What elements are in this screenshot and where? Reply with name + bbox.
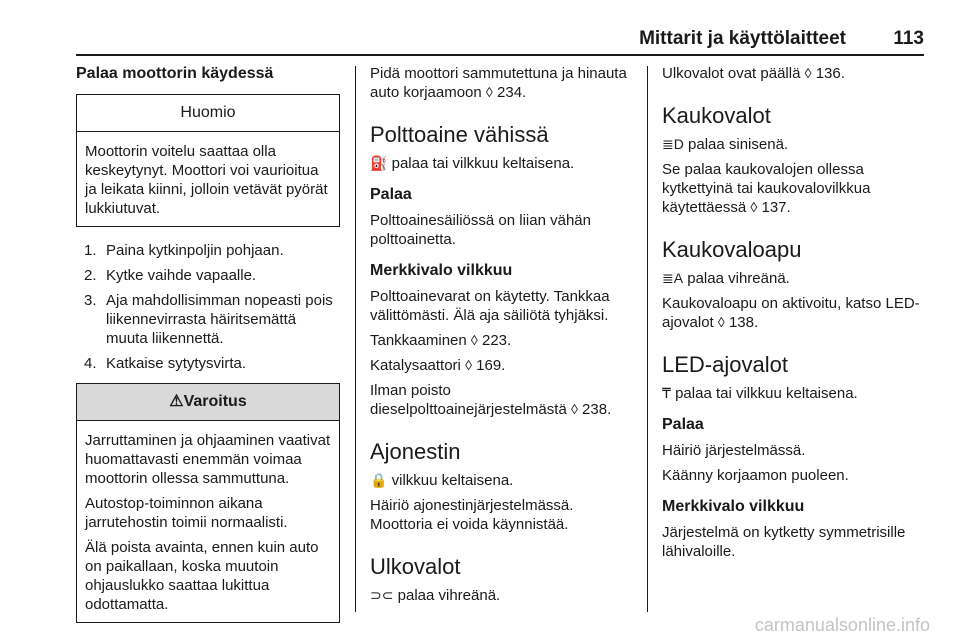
page-ref[interactable]: 137.	[761, 199, 791, 216]
column-3: Ulkovalot ovat päällä ◊ 136. Kaukovalot ≣D palaa sinisenä. Se palaa kaukovalojen ollessa kytkettyinä tai kaukovalovilkkua käytettäessä ◊ 137. Kaukovaloapu ≣A palaa vihreänä. Kaukovaloapu on aktivoitu, katso LED-ajovalot ◊ 138. LED-ajovalot ₸ palaa tai vilkkuu keltaisena. Palaa Häiriö järjestelmässä. Käänny korjaamon puoleen. Merkkivalo vilkkuu Järjestelmä on kytketty symmetrisille lähivaloille.	[662, 64, 930, 561]
warning-box	[76, 383, 340, 623]
page-ref-icon: ◊	[470, 332, 478, 348]
warning-title: Varoitus	[183, 393, 247, 410]
exterior-lights-heading: Ulkovalot	[370, 554, 461, 579]
watermark: carmanualsonline.info	[754, 615, 930, 635]
high-beam-icon: ≣D	[662, 136, 684, 152]
warning-text: Autostop-toiminnon aikana jarrutehostin toimii normaalisti.	[85, 495, 288, 531]
subheading-on: Palaa	[370, 186, 412, 203]
page-ref-icon: ◊	[570, 401, 578, 417]
lock-icon: 🔒	[370, 472, 388, 488]
fuel-heading: Polttoaine vähissä	[370, 122, 549, 147]
side-lights-icon: ⊃⊂	[370, 587, 394, 603]
page-ref-icon: ◊	[717, 314, 725, 330]
high-beam-assist-heading: Kaukovaloapu	[662, 237, 802, 262]
page-ref[interactable]: 234.	[497, 84, 527, 101]
page-ref[interactable]: 223.	[482, 332, 512, 349]
fuel-pump-icon: ⛽	[370, 155, 388, 171]
column-divider-1	[355, 66, 356, 612]
high-beam-assist-icon: ≣A	[662, 270, 684, 286]
page-ref-icon: ◊	[485, 84, 493, 100]
tow-text: Pidä moottori sammutettuna ja hinauta auto korjaamoon ◊ 234.	[370, 65, 627, 101]
steps-list	[76, 241, 340, 373]
page-ref[interactable]: 169.	[476, 357, 506, 374]
high-beam-heading: Kaukovalot	[662, 103, 771, 128]
note-title: Huomio	[77, 95, 339, 132]
immobiliser-heading: Ajonestin	[370, 439, 461, 464]
page-ref[interactable]: 138.	[728, 314, 759, 331]
chapter-title: Mittarit ja käyttölaitteet	[639, 28, 846, 49]
note-text: Moottorin voitelu saattaa olla keskeytynyt. Moottori voi vaurioitua ja leikata kiinni, jolloin vetävät pyörät lukkiutuvat.	[85, 143, 328, 217]
list-item: 1. Paina kytkinpoljin pohjaan.	[84, 242, 284, 259]
page-ref[interactable]: 136.	[815, 65, 845, 82]
subheading-blink: Merkkivalo vilkkuu	[370, 262, 513, 279]
page-header	[76, 26, 924, 56]
list-item: 3. Aja mahdollisimman nopeasti pois liikennevirrasta häiritsemättä muuta liikennettä.	[84, 292, 333, 347]
led-heading: LED-ajovalot	[662, 352, 788, 377]
column-divider-2	[647, 66, 648, 612]
note-box	[76, 94, 340, 227]
led-headlight-icon: ₸	[662, 385, 671, 401]
column-2: Pidä moottori sammutettuna ja hinauta auto korjaamoon ◊ 234. Polttoaine vähissä ⛽ palaa tai vilkkuu keltaisena. Palaa Polttoainesäiliössä on liian vähän polttoainetta. Merkkivalo vilkkuu Polttoainevarat on käytetty. Tankkaa välittömästi. Älä aja säiliötä tyhjäksi. Tankkaaminen ◊ 223. Katalysaattori ◊ 169. Ilman poisto dieselpolttoainejärjestelmästä ◊ 238. Ajonestin 🔒 vilkkuu keltaisena. Häiriö ajonestinjärjestelmässä. Moottoria ei voida käynnistää. Ulkovalot ⊃⊂ palaa vihreänä.	[370, 64, 632, 605]
list-item: 2. Kytke vaihde vapaalle.	[84, 267, 257, 284]
page-ref-icon: ◊	[750, 199, 758, 215]
page-ref-icon: ◊	[804, 65, 812, 81]
list-item: 4. Katkaise sytytysvirta.	[84, 355, 247, 372]
page-number: 113	[893, 28, 924, 49]
page-ref[interactable]: 238.	[582, 401, 612, 418]
subheading-blink: Merkkivalo vilkkuu	[662, 498, 805, 515]
warning-text: Älä poista avainta, ennen kuin auto on paikallaan, koska muutoin ohjauslukko saattaa lukittua odottamatta.	[85, 539, 319, 613]
warning-header	[77, 384, 339, 421]
warning-icon: ⚠	[169, 393, 184, 410]
column-1	[76, 64, 340, 637]
subheading-on: Palaa	[662, 416, 704, 433]
warning-text: Jarruttaminen ja ohjaaminen vaativat huomattavasti enemmän voimaa moottorin ollessa sammuttuna.	[85, 432, 331, 487]
page-ref-icon: ◊	[465, 357, 472, 373]
section-heading: Palaa moottorin käydessä	[76, 65, 274, 82]
